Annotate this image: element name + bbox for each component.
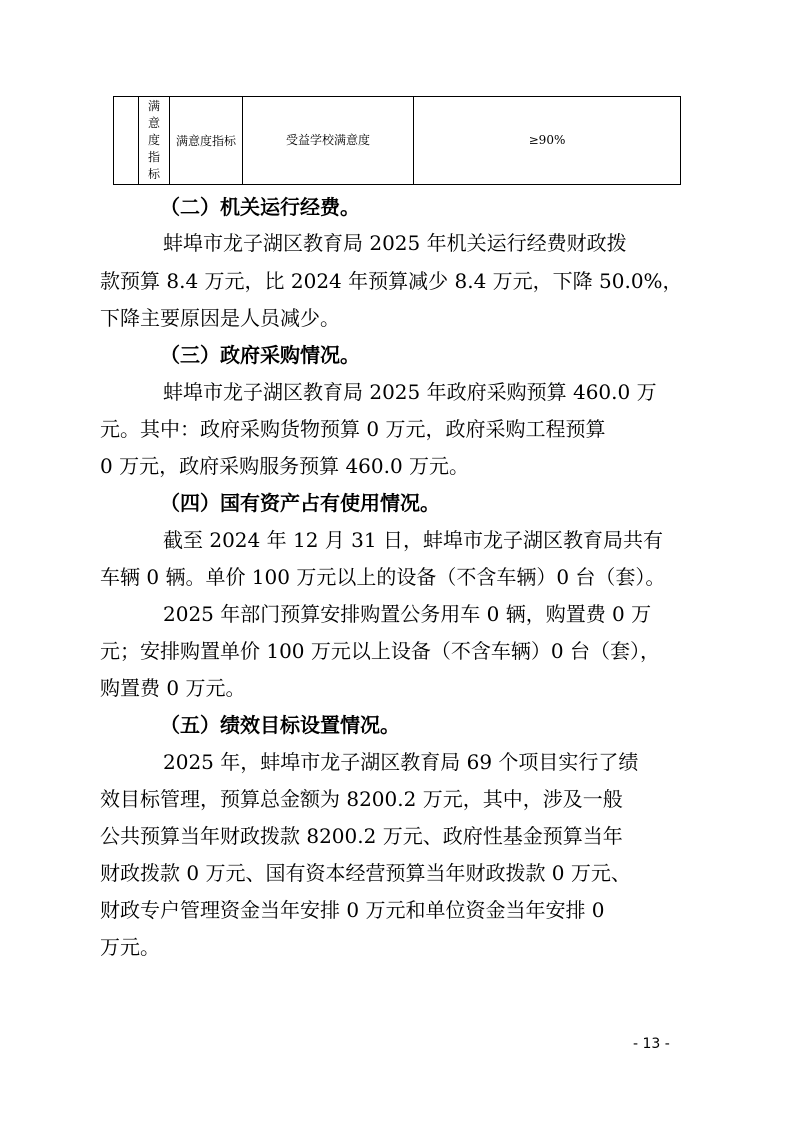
table-cell-group: 满意度指标 (139, 97, 170, 185)
paragraph-line: 截至 2024 年 12 月 31 日，蚌埠市龙子湖区教育局共有 (163, 528, 663, 552)
heading-4: （四）国有资产占有使用情况。 (160, 491, 440, 515)
table-row (114, 97, 681, 185)
paragraph-line: 元。其中：政府采购货物预算 0 万元，政府采购工程预算 (100, 417, 606, 441)
indicator-table (113, 96, 681, 185)
paragraph-line: 元；安排购置单价 100 万元以上设备（不含车辆）0 台（套）， (100, 639, 660, 663)
paragraph-line: 2025 年部门预算安排购置公务用车 0 辆，购置费 0 万 (163, 602, 652, 626)
table-cell-empty (114, 97, 139, 185)
heading-5: （五）绩效目标设置情况。 (160, 713, 400, 737)
paragraph-line: 万元。 (100, 935, 160, 959)
paragraph-line: 款预算 8.4 万元，比 2024 年预算减少 8.4 万元，下降 50.0%， (100, 269, 683, 293)
heading-3: （三）政府采购情况。 (160, 343, 360, 367)
paragraph-line: 蚌埠市龙子湖区教育局 2025 年政府采购预算 460.0 万 (163, 380, 657, 404)
paragraph-line: 购置费 0 万元。 (100, 676, 246, 700)
table-cell-value: ≥90% (414, 97, 681, 185)
paragraph-line: 车辆 0 辆。单价 100 万元以上的设备（不含车辆）0 台（套）。 (100, 565, 666, 589)
paragraph-line: 财政拨款 0 万元、国有资本经营预算当年财政拨款 0 万元、 (100, 861, 631, 885)
page-number: - 13 - (633, 1036, 670, 1052)
paragraph-line: 2025 年，蚌埠市龙子湖区教育局 69 个项目实行了绩 (163, 750, 639, 774)
paragraph-line: 财政专户管理资金当年安排 0 万元和单位资金当年安排 0 (100, 898, 605, 922)
paragraph-line: 蚌埠市龙子湖区教育局 2025 年机关运行经费财政拨 (163, 231, 627, 255)
heading-2: （二）机关运行经费。 (160, 195, 360, 219)
table-cell-metric: 受益学校满意度 (243, 97, 414, 185)
paragraph-line: 下降主要原因是人员减少。 (100, 306, 340, 330)
paragraph-line: 0 万元，政府采购服务预算 460.0 万元。 (100, 454, 470, 478)
paragraph-line: 效目标管理，预算总金额为 8200.2 万元，其中，涉及一般 (100, 787, 623, 811)
table-cell-sub-label: 满意度指标 (170, 97, 243, 185)
paragraph-line: 公共预算当年财政拨款 8200.2 万元、政府性基金预算当年 (100, 824, 623, 848)
